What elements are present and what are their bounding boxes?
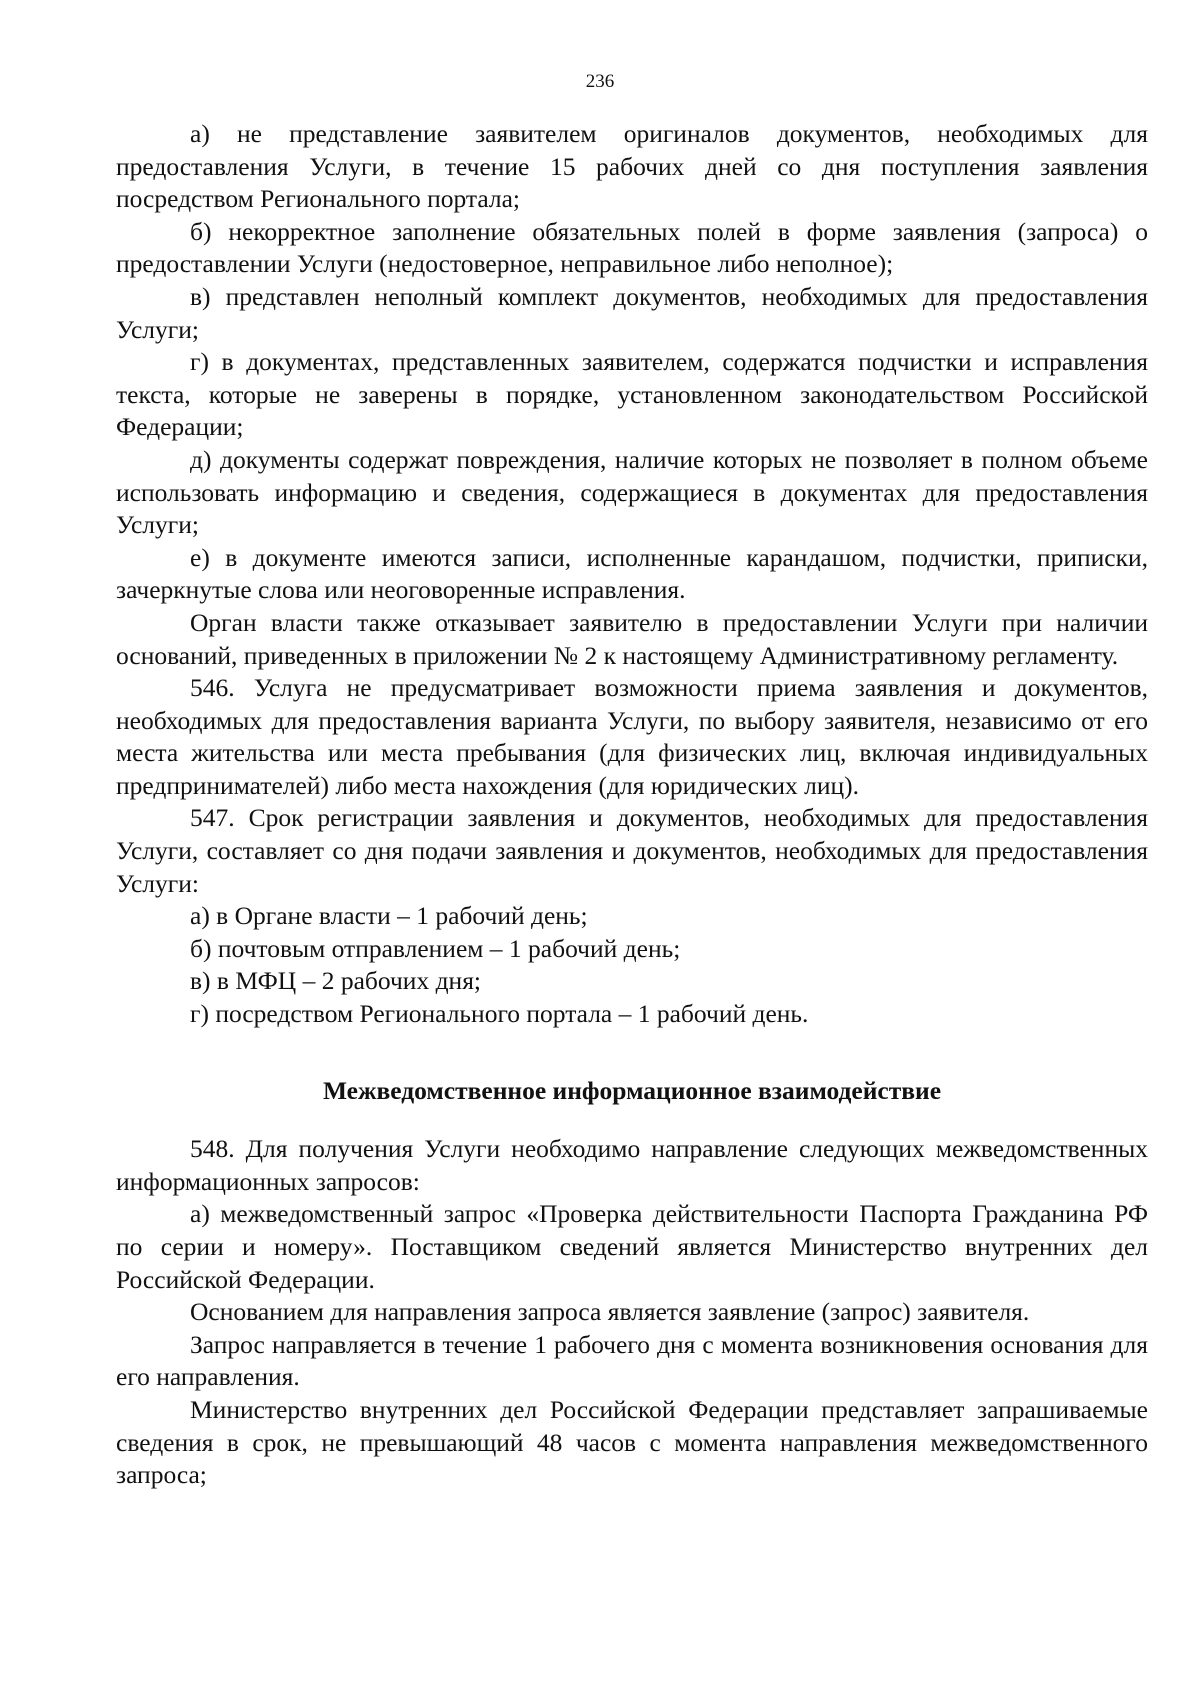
page-number: 236	[585, 71, 615, 92]
paragraph-request-a: а) межведомственный запрос «Проверка действительности Паспорта Гражданина РФ по серии и номеру». Поставщиком сведений является Министерство внутренних дел Российской Федерации.	[116, 1199, 1148, 1294]
paragraph-ministry-response: Министерство внутренних дел Российской Федерации представляет запрашиваемые сведения в срок, не превышающий 48 часов с момента направления межведомственного запроса;	[116, 1394, 1148, 1490]
list-item-registration-mfc: в) в МФЦ – 2 рабочих дня;	[190, 966, 482, 996]
list-item-registration-portal: г) посредством Регионального портала – 1 рабочий день.	[190, 999, 809, 1029]
document-body	[116, 118, 1148, 1492]
paragraph-refusal-d: д) документы содержат повреждения, наличие которых не позволяет в полном объеме использовать информацию и сведения, содержащиеся в документах для предоставления Услуги;	[116, 444, 1148, 540]
paragraph-546: 546. Услуга не предусматривает возможности приема заявления и документов, необходимых для предоставления варианта Услуги, по выбору заявителя, независимо от его места жительства или места пребывания (для физических лиц, включая индивидуальных предпринимателей) либо места нахождения (для юридических лиц).	[116, 673, 1148, 800]
list-item-registration-authority: а) в Органе власти – 1 рабочий день;	[190, 901, 588, 931]
list-item-registration-post: б) почтовым отправлением – 1 рабочий день;	[190, 933, 681, 963]
paragraph-refusal-b: б) некорректное заполнение обязательных полей в форме заявления (запроса) о предоставлении Услуги (недостоверное, неправильное либо неполное);	[116, 216, 1148, 279]
paragraph-refusal-e: е) в документе имеются записи, исполненные карандашом, подчистки, приписки, зачеркнутые слова или неоговоренные исправления.	[116, 542, 1148, 605]
paragraph-refusal-g: г) в документах, представленных заявителем, содержатся подчистки и исправления текста, которые не заверены в порядке, установленном законодательством Российской Федерации;	[116, 347, 1148, 442]
paragraph-refusal-a: а) не представление заявителем оригиналов документов, необходимых для предоставления Услуги, в течение 15 рабочих дней со дня поступления заявления посредством Регионального портала;	[116, 119, 1148, 214]
paragraph-548: 548. Для получения Услуги необходимо направление следующих межведомственных информационных запросов:	[116, 1134, 1148, 1196]
section-heading: Межведомственное информационное взаимодействие	[322, 1075, 942, 1105]
paragraph-request-timing: Запрос направляется в течение 1 рабочего дня с момента возникновения основания для его направления.	[116, 1329, 1148, 1392]
paragraph-refusal-v: в) представлен неполный комплект документов, необходимых для предоставления Услуги;	[116, 281, 1148, 344]
paragraph-547: 547. Срок регистрации заявления и документов, необходимых для предоставления Услуги, составляет со дня подачи заявления и документов, необходимых для предоставления Услуги:	[116, 803, 1148, 898]
paragraph-request-basis: Основанием для направления запроса является заявление (запрос) заявителя.	[190, 1297, 1030, 1327]
paragraph-authority-refusal: Орган власти также отказывает заявителю в предоставлении Услуги при наличии оснований, приведенных в приложении № 2 к настоящему Административному регламенту.	[116, 607, 1148, 670]
